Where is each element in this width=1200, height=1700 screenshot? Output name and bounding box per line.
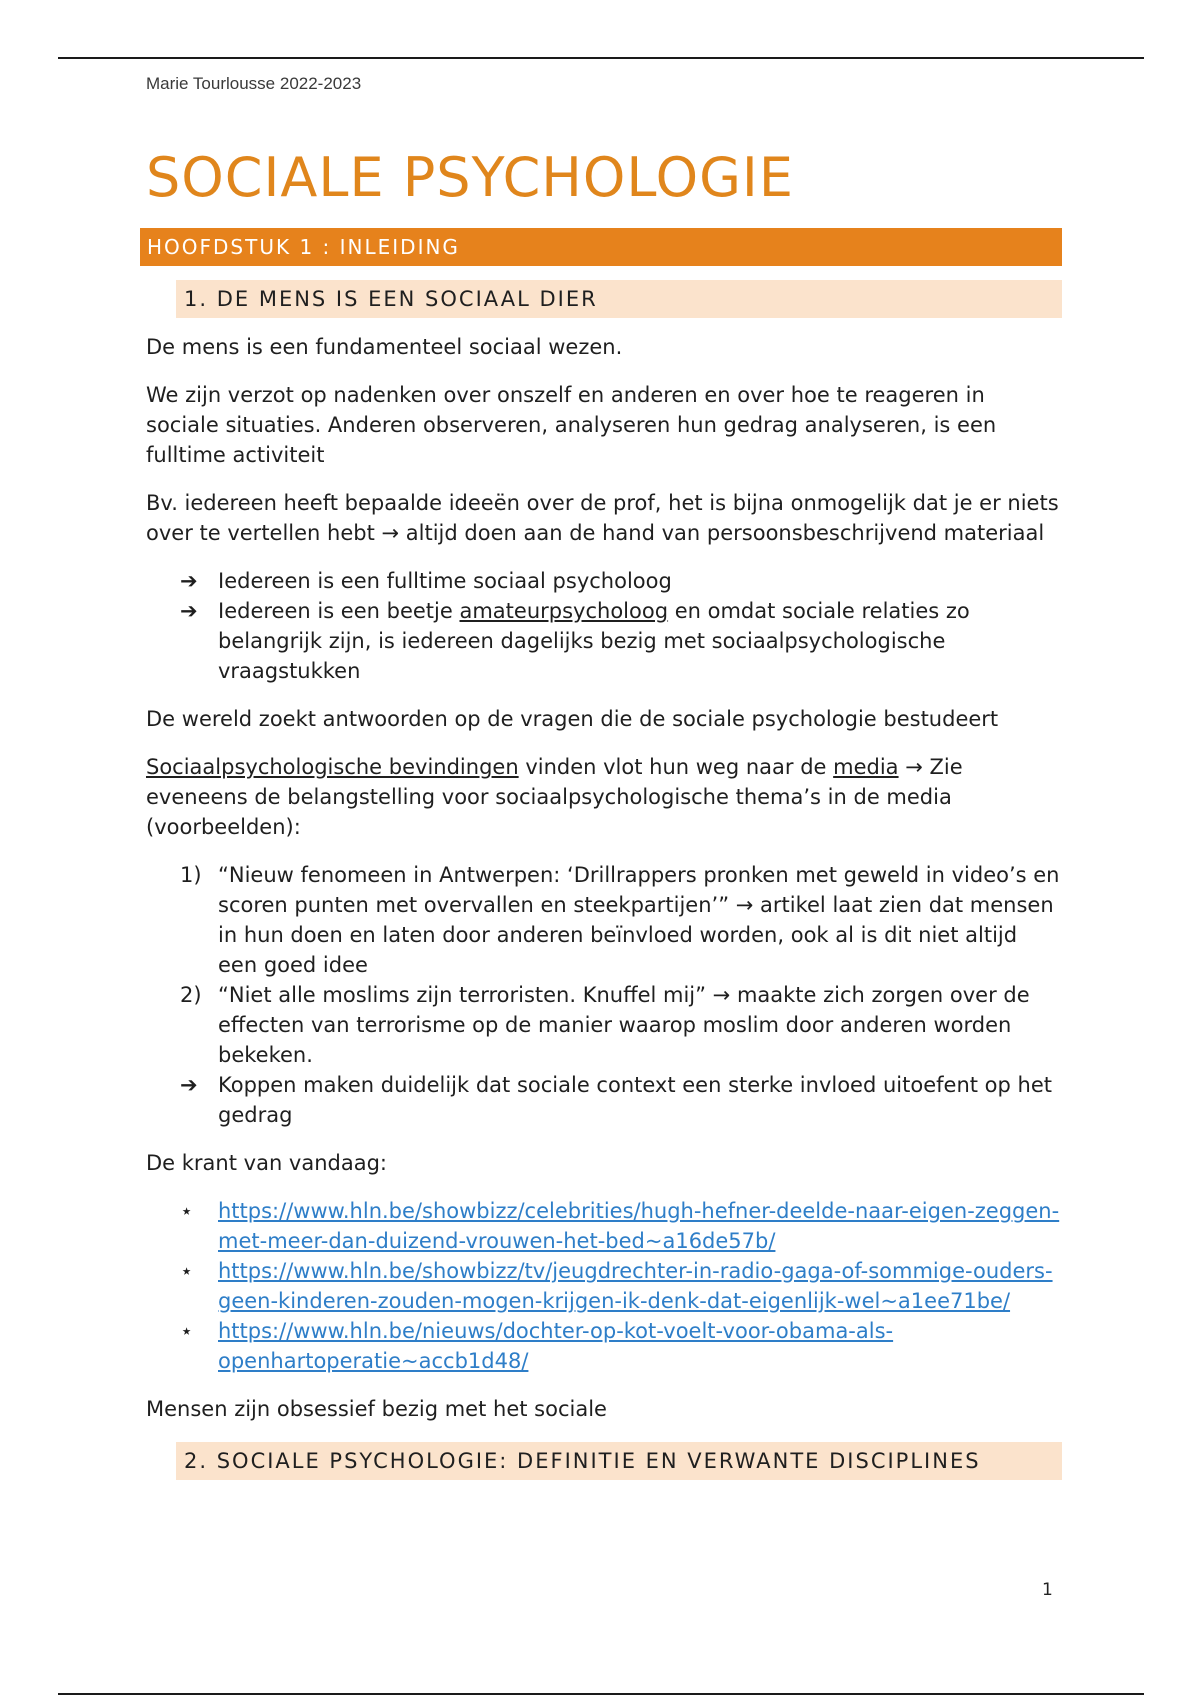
paragraph-3: Bv. iedereen heeft bepaalde ideeën over de prof, het is bijna onmogelijk dat je er niets over te vertellen hebt → altijd doen aan de hand van persoonsbeschrijvend materiaal (146, 491, 1059, 545)
paragraph-5: Sociaalpsychologische bevindingen vinden vlot hun weg naar de media → Zie eveneens de belangstelling voor sociaalpsychologische thema’s in de media (voorbeelden): (146, 755, 963, 839)
list-item (140, 1256, 1062, 1316)
star-bullet-icon: ⋆ (180, 1319, 194, 1343)
paragraph-2: We zijn verzot op nadenken over onszelf en anderen en over hoe te reageren in sociale situaties. Anderen observeren, analyseren hun gedrag analyseren, is een fulltime activiteit (146, 383, 997, 467)
arrow-icon: ➔ (180, 599, 198, 623)
list-item (140, 1196, 1062, 1256)
list-number: 2) (180, 983, 202, 1007)
list-number: 1) (180, 863, 202, 887)
bottom-rule (58, 1693, 1144, 1695)
list-item: 2) “Niet alle moslims zijn terroristen. Knuffel mij” → maakte zich zorgen over de effecten van terrorisme op de manier waarop moslim door anderen worden bekeken. (140, 980, 1062, 1070)
arrow-list-1 (140, 566, 1062, 686)
page-header: Marie Tourlousse 2022-2023 (146, 74, 362, 93)
underlined-term: Sociaalpsychologische bevindingen (146, 755, 519, 779)
paragraph-1: De mens is een fundamenteel sociaal wezen. (146, 335, 623, 359)
document-body (140, 142, 1062, 1480)
section-heading-1: 1. DE MENS IS EEN SOCIAAL DIER (176, 280, 1062, 318)
section-heading-2: 2. SOCIALE PSYCHOLOGIE: DEFINITIE EN VERWANTE DISCIPLINES (176, 1442, 1062, 1480)
paragraph-6: De krant van vandaag: (146, 1151, 388, 1175)
example-list (140, 860, 1062, 1130)
link-list (140, 1196, 1062, 1376)
arrow-icon: ➔ (180, 569, 198, 593)
arrow-icon: ➔ (180, 1073, 198, 1097)
article-link-2[interactable]: https://www.hln.be/showbizz/tv/jeugdrechter-in-radio-gaga-of-sommige-ouders-geen-kinderen-zouden-mogen-krijgen-ik-denk-dat-eigenlijk-wel~a1ee71be/ (218, 1259, 1053, 1313)
star-bullet-icon: ⋆ (180, 1259, 194, 1283)
list-item: ➔ Koppen maken duidelijk dat sociale context een sterke invloed uitoefent op het gedrag (140, 1070, 1062, 1130)
list-item: 1) “Nieuw fenomeen in Antwerpen: ‘Drillrappers pronken met geweld in video’s en scoren punten met overvallen en steekpartijen’” → artikel laat zien dat mensen in hun doen en laten door anderen beïnvloed worden, ook al is dit niet altijd een goed idee (140, 860, 1062, 980)
article-link-3[interactable]: https://www.hln.be/nieuws/dochter-op-kot-voelt-voor-obama-als-openhartoperatie~accb1d48/ (218, 1319, 894, 1373)
list-item: ➔ Iedereen is een fulltime sociaal psycholoog (140, 566, 1062, 596)
chapter-heading: HOOFDSTUK 1 : INLEIDING (140, 228, 1062, 266)
list-item (140, 1316, 1062, 1376)
article-link-1[interactable]: https://www.hln.be/showbizz/celebrities/hugh-hefner-deelde-naar-eigen-zeggen-met-meer-dan-duizend-vrouwen-het-bed~a16de57b/ (218, 1199, 1060, 1253)
page-number: 1 (1042, 1580, 1053, 1600)
paragraph-7: Mensen zijn obsessief bezig met het sociale (146, 1397, 607, 1421)
star-bullet-icon: ⋆ (180, 1199, 194, 1223)
list-item: ➔ Iedereen is een beetje amateurpsycholoog en omdat sociale relaties zo belangrijk zijn, is iedereen dagelijks bezig met sociaalpsychologische vraagstukken (140, 596, 1062, 686)
paragraph-4: De wereld zoekt antwoorden op de vragen die de sociale psychologie bestudeert (146, 707, 999, 731)
top-rule (58, 57, 1144, 59)
underlined-term: media (833, 755, 899, 779)
underlined-term: amateurpsycholoog (459, 599, 669, 623)
document-title: SOCIALE PSYCHOLOGIE (146, 146, 794, 209)
